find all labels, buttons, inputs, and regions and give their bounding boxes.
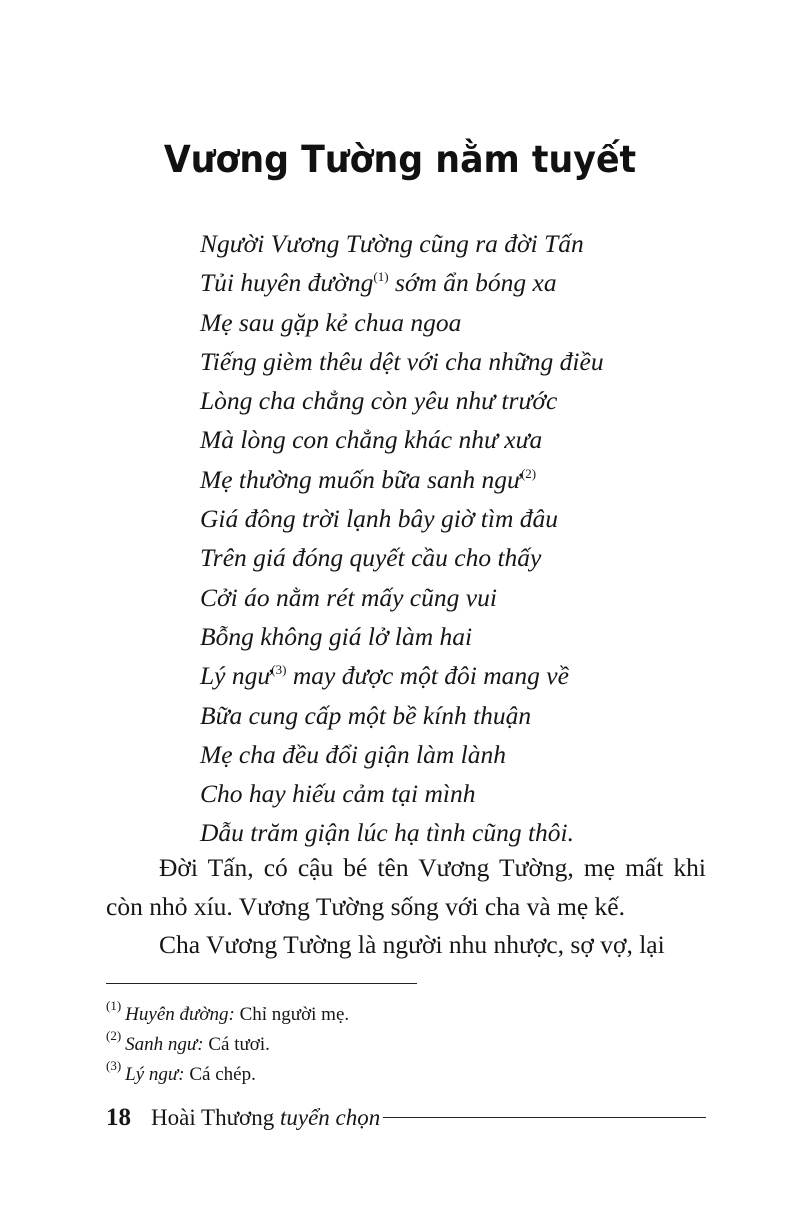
poem-line: Giá đông trời lạnh bây giờ tìm đâu xyxy=(200,504,559,534)
footnote: $^{(1)}$ Huyên đường: Chỉ người mẹ. xyxy=(106,998,350,1025)
poem-line: Người Vương Tường cũng ra đời Tấn xyxy=(200,229,584,258)
poem-line: Lý ngư$^{(3)}$ may được một đôi mang về xyxy=(200,661,569,691)
paragraph: Đời Tấn, có cậu bé tên Vương Tường, mẹ mất khi còn nhỏ xíu. Vương Tường sống với cha và mẹ kế. xyxy=(106,853,706,921)
footnote: $^{(2)}$ Sanh ngư: Cá tươi. xyxy=(106,1028,270,1055)
poem-line: Tiếng gièm thêu dệt với cha những điều xyxy=(200,346,604,376)
footnote: $^{(3)}$ Lý ngư: Cá chép. xyxy=(106,1058,256,1085)
page-footer xyxy=(106,1104,706,1132)
paragraph: Cha Vương Tường là người nhu nhược, sợ vợ, lại xyxy=(159,930,665,959)
running-title: Hoài Thương tuyển chọn xyxy=(151,1105,381,1130)
footnote-divider xyxy=(106,983,417,984)
poem-line: Bỗng không giá lở làm hai xyxy=(200,621,473,651)
footnotes xyxy=(106,1000,349,1090)
page-number: 18 xyxy=(106,1104,131,1131)
footnote-ref: (3) xyxy=(271,662,287,678)
poem-line: Dẫu trăm giận lúc hạ tình cũng thôi. xyxy=(200,818,574,848)
poem-line: Lòng cha chẳng còn yêu như trước xyxy=(200,386,558,416)
poem-line: Mẹ thường muốn bữa sanh ngư$^{(2)}$ xyxy=(200,464,537,494)
poem-line: Mà lòng con chẳng khác như xưa xyxy=(200,425,543,455)
poem-line: Tủi huyên đường$^{(1)}$ sớm ẩn bóng xa xyxy=(200,268,557,298)
poem-line: Cho hay hiếu cảm tại mình xyxy=(200,779,476,809)
poem-line: Cởi áo nằm rét mấy cũng vui xyxy=(200,582,497,612)
poem-line: Mẹ sau gặp kẻ chua ngoa xyxy=(200,307,462,337)
poem xyxy=(200,224,604,853)
poem-line: Mẹ cha đều đổi giận làm lành xyxy=(200,739,506,769)
footnote-ref: (1) xyxy=(373,269,389,285)
footnote-ref: (2) xyxy=(520,465,537,481)
poem-line: Trên giá đóng quyết cầu cho thấy xyxy=(200,543,542,573)
prose-body xyxy=(106,849,706,965)
chapter-title: Vương Tường nằm tuyết xyxy=(163,138,637,181)
poem-line: Bữa cung cấp một bề kính thuận xyxy=(200,700,532,730)
footer-rule xyxy=(383,1117,706,1118)
